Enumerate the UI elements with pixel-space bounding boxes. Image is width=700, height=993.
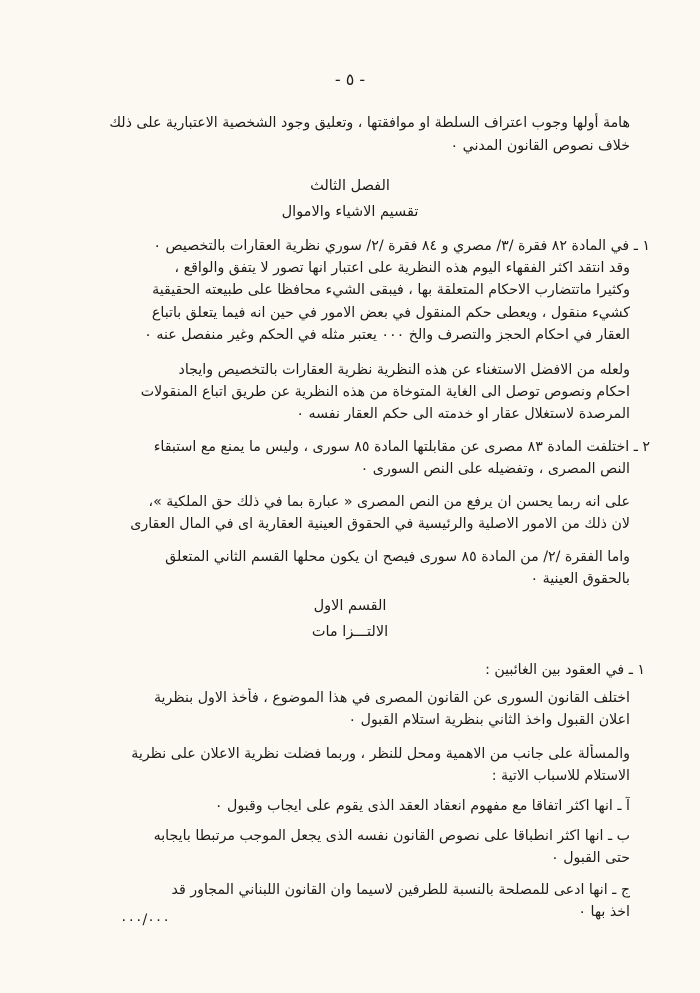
reason-c-line-1: ج ـ انها ادعى للمصلحة بالنسبة للطرفين لاسيما وان القانون اللبناني المجاور قد <box>171 882 630 898</box>
item2c-line-2: بالحقوق العينية ٠ <box>530 571 630 587</box>
item2b-line-2: لان ذلك من الامور الاصلية والرئيسية في الحقوق العينية العقارية اى في المال العقارى <box>130 516 630 532</box>
item2-line-1: ٢ ـ اختلفت المادة ٨٣ مصرى عن مقابلتها المادة ٨٥ سورى ، وليس ما يمنع مع استبقاء <box>153 439 650 455</box>
item1b-line-2: احكام ونصوص توصل الى الغاية المتوخاة من هذه النظرية عن طريق اتباع المنقولات <box>140 384 630 400</box>
reason-b-line-1: ب ـ انها اكثر انطباقا على نصوص القانون نفسه الذى يجعل الموجب مرتبطا بايجابه <box>153 828 630 844</box>
reason-b-line-2: حتى القبول ٠ <box>551 850 630 866</box>
obl1b-line-2: الاستلام للاسباب الاتية : <box>491 768 630 784</box>
item2-line-2: النص المصرى ، وتفضيله على النص السورى ٠ <box>360 461 630 477</box>
item1b-line-3: المرصدة لاستغلال عقار او خدمته الى حكم العقار نفسه ٠ <box>296 406 630 422</box>
item1-line-1: ١ ـ في المادة ٨٢ فقرة /٣/ مصري و ٨٤ فقرة /٢/ سوري نظرية العقارات بالتخصيص ٠ <box>153 238 650 254</box>
item1-line-2: وقد انتقد اكثر الفقهاء اليوم هذه النظرية على اعتبار انها تصور لا يتفق والواقع ، <box>174 260 630 276</box>
reason-c-line-2: اخذ بها ٠ <box>578 904 630 920</box>
intro-line-1: هامة أولها وجوب اعتراف السلطة او موافقتها ، وتعليق وجود الشخصية الاعتبارية على ذلك <box>109 115 630 131</box>
item2b-line-1: على انه ربما يحسن ان يرفع من النص المصرى « عبارة بما في ذلك حق الملكية »، <box>148 494 630 510</box>
reason-a: آ ـ انها اكثر اتفاقا مع مفهوم انعقاد العقد الذى يقوم على ايجاب وقبول ٠ <box>214 798 630 814</box>
continuation-marker: ٠٠٠/٠٠٠ <box>120 912 170 928</box>
intro-line-2: خلاف نصوص القانون المدني ٠ <box>450 138 630 154</box>
item1-line-3: وكثيرا ماتتضارب الاحكام المتعلقة بها ، فيبقى الشيء محافظا على طبيعته الحقيقية <box>152 282 630 298</box>
obl1a-line-2: اعلان القبول واخذ الثاني بنظرية استلام القبول ٠ <box>348 712 630 728</box>
obl1b-line-1: والمسألة على جانب من الاهمية ومحل للنظر ، وربما فضلت نظرية الاعلان على نظرية <box>131 746 630 762</box>
chapter-subtitle: تقسيم الاشياء والاموال <box>281 204 419 220</box>
item1-line-4: كشيء منقول ، ويعطى حكم المنقول في بعض الامور في حين انه فيما يتعلق باتباع <box>151 305 630 321</box>
chapter-title: الفصل الثالث <box>310 178 390 194</box>
item1-line-5: العقار في احكام الحجز والتصرف والخ ٠٠٠ يعتبر مثله في الحكم وغير منفصل عنه ٠ <box>144 327 630 343</box>
section-title: القسم الاول <box>313 598 387 614</box>
obl1a-line-1: اختلف القانون السورى عن القانون المصرى في هذا الموضوع ، فأخذ الاول بنظرية <box>153 690 630 706</box>
obl1-heading: ١ ـ في العقود بين الغائبين : <box>485 662 645 678</box>
section-subtitle: الالتـــزا مات <box>311 624 389 640</box>
item1b-line-1: ولعله من الافضل الاستغناء عن هذه النظرية نظرية العقارات بالتخصيص وايجاد <box>178 362 630 378</box>
item2c-line-1: واما الفقرة /٢/ من المادة ٨٥ سورى فيصح ان يكون محلها القسم الثاني المتعلق <box>165 549 630 565</box>
page-number: - ٥ - <box>334 70 366 89</box>
